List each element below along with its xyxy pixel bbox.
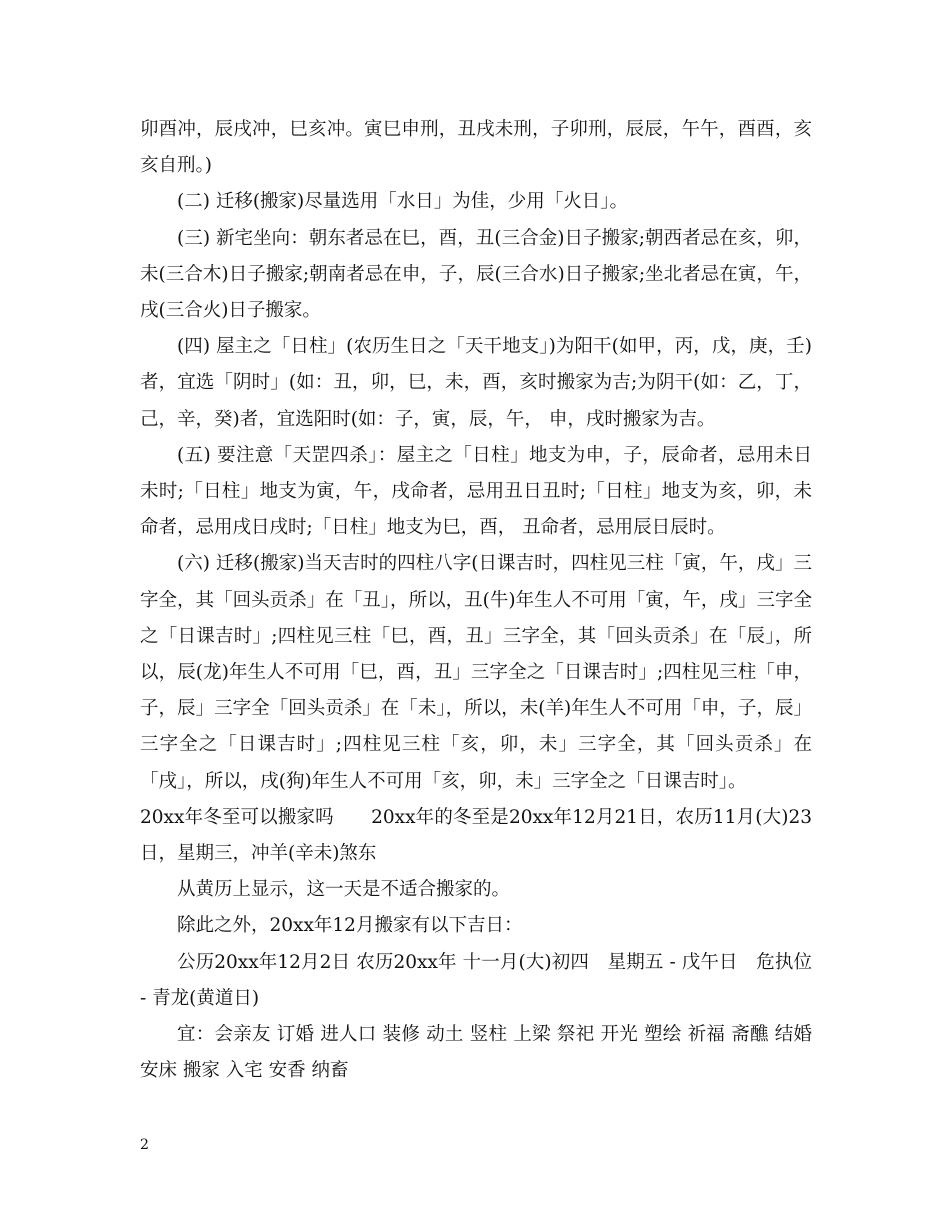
paragraph-date-entry: 公历20xx年12月2日 农历20xx年 十一月(大)初四 星期五 - 戊午日 危执位 - 青龙(黄道日) <box>140 951 812 1009</box>
paragraph-auspicious-intro: 除此之外，20xx年12月搬家有以下吉日： <box>177 915 523 937</box>
paragraph-rule-2: (二) 迁移(搬家)尽量选用「水日」为佳，少用「火日」。 <box>177 191 629 213</box>
paragraph-rule-4: (四) 屋主之「日柱」(农历生日之「天干地支」)为阳干(如甲，丙，戊，庚，壬)者，宜选「阴时」(如：丑，卯，巳，未，酉，亥时搬家为吉;为阴干(如：乙，丁，己，辛，癸)者，宜选阳时(如：子，寅，辰，午， 申，戌时搬家为吉。 <box>140 336 812 430</box>
paragraph-clash-punishment-cont: 卯酉冲，辰戌冲，巳亥冲。寅巳申刑，丑戌未刑，子卯刑，辰辰，午午，酉酉，亥亥自刑。) <box>140 119 812 177</box>
body-text <box>140 112 812 1089</box>
page-number: 2 <box>140 1137 149 1153</box>
paragraph-almanac-note: 从黄历上显示，这一天是不适合搬家的。 <box>177 879 511 901</box>
paragraph-suitable-activities: 宜：会亲友 订婚 进人口 装修 动土 竖柱 上梁 祭祀 开光 塑绘 祈福 斋醮 结婚 安床 搬家 入宅 安香 纳畜 <box>140 1024 812 1082</box>
paragraph-rule-3: (三) 新宅坐向：朝东者忌在巳，酉，丑(三合金)日子搬家;朝西者忌在亥，卯，未(三合木)日子搬家;朝南者忌在申，子，辰(三合水)日子搬家;坐北者忌在寅，午，戌(三合火)日子搬家。 <box>140 227 812 322</box>
paragraph-rule-5: (五) 要注意「天罡四杀」：屋主之「日柱」地支为申，子，辰命者，忌用未日未时;「日柱」地支为寅，午，戌命者，忌用丑日丑时;「日柱」地支为亥，卯，未命者，忌用戌日戌时;「日柱」地支为巳，酉， 丑命者，忌用辰日辰时。 <box>140 444 812 539</box>
paragraph-winter-solstice: 20xx年冬至可以搬家吗 20xx年的冬至是20xx年12月21日，农历11月(大)23日，星期三，冲羊(辛未)煞东 <box>140 806 812 865</box>
paragraph-rule-6: (六) 迁移(搬家)当天吉时的四柱八字(日课吉时，四柱见三柱「寅，午，戌」三字全，其「回头贡杀」在「丑」，所以，丑(牛)年生人不可用「寅，午，戌」三字全之「日课吉时」;四柱见三柱「巳，酉，丑」三字全，其「回头贡杀」在「辰」，所以，辰(龙)年生人不可用「巳，酉，丑」三字全之「日课吉时」;四柱见三柱「申，子，辰」三字全「回头贡杀」在「未」，所以，未(羊)年生人不可用「申，子，辰」三字全之「日课吉时」;四柱见三柱「亥，卯，未」三字全，其「回头贡杀」在「戌」，所以，戌(狗)年生人不可用「亥，卯，未」三字全之「日课吉时」。 <box>140 553 812 792</box>
